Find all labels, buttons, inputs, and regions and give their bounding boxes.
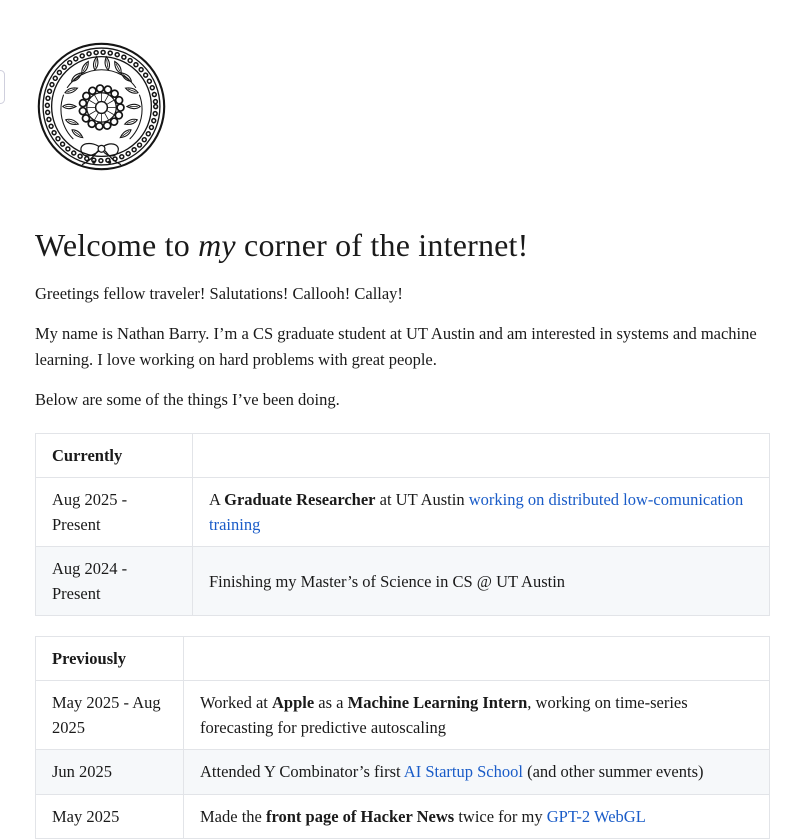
inline-link[interactable]: GPT-2 WebGL <box>546 806 646 826</box>
plain-text: Worked at <box>200 693 272 713</box>
table-row <box>36 750 770 794</box>
bio-paragraph: My name is Nathan Barry. I’m a CS graduate student at UT Austin and am interested in systems and machine learning. I love working on hard problems with great people. <box>35 324 757 369</box>
site-logo[interactable] <box>35 40 168 173</box>
plain-text: as a <box>314 693 348 713</box>
content-cell <box>184 681 770 750</box>
table-header-row <box>36 433 770 477</box>
table-row <box>36 794 770 838</box>
date-cell: Aug 2024 - Present <box>36 547 193 616</box>
plain-text: Finishing my Master’s of Science in CS @ UT Austin <box>209 571 566 591</box>
date-cell: Aug 2025 - Present <box>36 477 193 546</box>
plain-text: A <box>209 489 225 509</box>
table-currently <box>35 433 770 616</box>
greeting-paragraph: Greetings fellow traveler! Salutations! Callooh! Callay! <box>35 283 403 303</box>
date-cell: Jun 2025 <box>36 750 184 794</box>
page-title-post: corner of the internet! <box>235 226 529 263</box>
table-previously <box>35 636 770 838</box>
lead-in-paragraph: Below are some of the things I’ve been doing. <box>35 390 340 410</box>
content-cell <box>184 794 770 838</box>
table-header-row <box>36 637 770 681</box>
page-title <box>35 225 770 265</box>
date-cell: May 2025 <box>36 794 184 838</box>
content-cell <box>193 547 770 616</box>
page-title-pre: Welcome to <box>35 226 199 263</box>
bold-text: Apple <box>271 693 315 713</box>
content-cell <box>184 750 770 794</box>
table-header-label: Previously <box>36 637 184 681</box>
table-header-spacer <box>193 433 770 477</box>
bold-text: Machine Learning Intern <box>347 693 528 713</box>
date-cell: May 2025 - Aug 2025 <box>36 681 184 750</box>
table-header-spacer <box>184 637 770 681</box>
logo-medallion-icon <box>35 40 168 173</box>
table-row <box>36 477 770 546</box>
inline-link[interactable]: AI Startup School <box>403 762 523 782</box>
table-row <box>36 547 770 616</box>
plain-text: Attended Y Combinator’s first <box>200 762 404 782</box>
plain-text: twice for my <box>454 806 547 826</box>
bold-text: front page of Hacker News <box>265 806 455 826</box>
table-row <box>36 681 770 750</box>
plain-text: at UT Austin <box>375 489 469 509</box>
plain-text: Made the <box>200 806 266 826</box>
activity-tables <box>35 433 770 839</box>
content-cell <box>193 477 770 546</box>
plain-text: , working on time-series forecasting for predictive autoscaling <box>200 693 688 738</box>
edge-tab <box>0 70 5 104</box>
table-header-label: Currently <box>36 433 193 477</box>
inline-link[interactable]: working on distributed low-comunication training <box>209 489 744 534</box>
bold-text: Graduate Researcher <box>224 489 376 509</box>
plain-text: (and other summer events) <box>522 762 704 782</box>
page-title-emphasis: my <box>198 226 236 263</box>
